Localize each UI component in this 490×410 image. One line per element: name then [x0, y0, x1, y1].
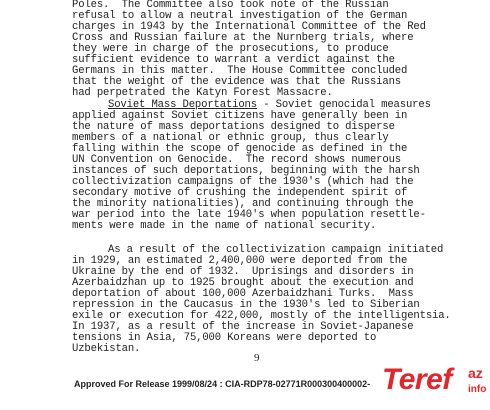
text-line: the minority nationalities), and continuing through the — [72, 198, 414, 210]
text-line: sufficient evidence to warrant a verdict against the — [72, 54, 395, 66]
text-line: Germans in this matter. The House Committee concluded — [72, 65, 408, 77]
watermark-domain: az — [468, 365, 483, 381]
text-line: that the weight of the evidence was that the Russians — [72, 76, 401, 88]
page-number: 9 — [254, 352, 260, 364]
watermark-sub: info — [468, 384, 487, 395]
text-line: UN Convention on Genocide. The record shows numerous — [72, 154, 401, 166]
text-line: In 1937, as a result of the increase in Soviet-Japanese — [72, 321, 414, 333]
text-line: war period into the late 1940's when population resettle- — [72, 209, 426, 221]
text-line: repression in the Caucasus in the 1930's led to Siberian — [72, 299, 420, 311]
text-line: collectivization campaigns of the 1930's (which had the — [72, 176, 414, 188]
text-line: refusal to allow a neutral investigation of the German — [72, 10, 408, 22]
watermark-name: Teref — [382, 363, 452, 396]
text-line: tensions in Asia, 75,000 Koreans were deported to — [72, 332, 377, 344]
text-line: charges in 1943 by the International Committee of the Red — [72, 21, 426, 33]
text-line: the nature of mass deportations designed to disperse — [72, 121, 395, 133]
heading-continuation: - Soviet genocidal measures — [256, 99, 431, 111]
text-line: falling within the scope of genocide as defined in the — [72, 143, 408, 155]
text-line: secondary motive of crushing the independent spirit of — [72, 187, 408, 199]
text-line: Cross and Russian failure at the Nurnberg trials, where — [72, 32, 414, 44]
text-line: As a result of the collectivization campaign initiated — [108, 244, 444, 256]
section-heading: Soviet Mass Deportations — [108, 99, 257, 111]
text-line: applied against Soviet citizens have generally been in — [72, 110, 408, 122]
text-line: had perpetrated the Katyn Forest Massacre. — [72, 87, 333, 99]
text-line: exile or execution for 422,000, mostly of the intelligentsia. — [72, 310, 451, 322]
text-line: they were in charge of the prosecutions, to produce — [72, 43, 389, 55]
text-line: ments were made in the name of national security. — [72, 220, 377, 232]
text-line: Ukraine by the end of 1932. Uprisings and disorders in — [72, 266, 414, 278]
text-line: deportation of about 100,000 Azerbaidzhani Turks. Mass — [72, 288, 414, 300]
text-line: members of a national or ethnic group, thus clearly — [72, 132, 389, 144]
text-line: instances of such deportations, beginning with the harsh — [72, 165, 420, 177]
watermark-logo — [376, 363, 490, 410]
text-line: Poles. The Committee also took note of the Russian — [72, 0, 389, 11]
release-stamp: Approved For Release 1999/08/24 : CIA-RDP78-02771R000300400002- — [74, 379, 371, 389]
text-line: Azerbaidzhan up to 1925 brought about the execution and — [72, 277, 414, 289]
text-line: Uzbekistan. — [72, 343, 141, 355]
text-line: in 1929, an estimated 2,400,000 were deported from the — [72, 255, 408, 267]
